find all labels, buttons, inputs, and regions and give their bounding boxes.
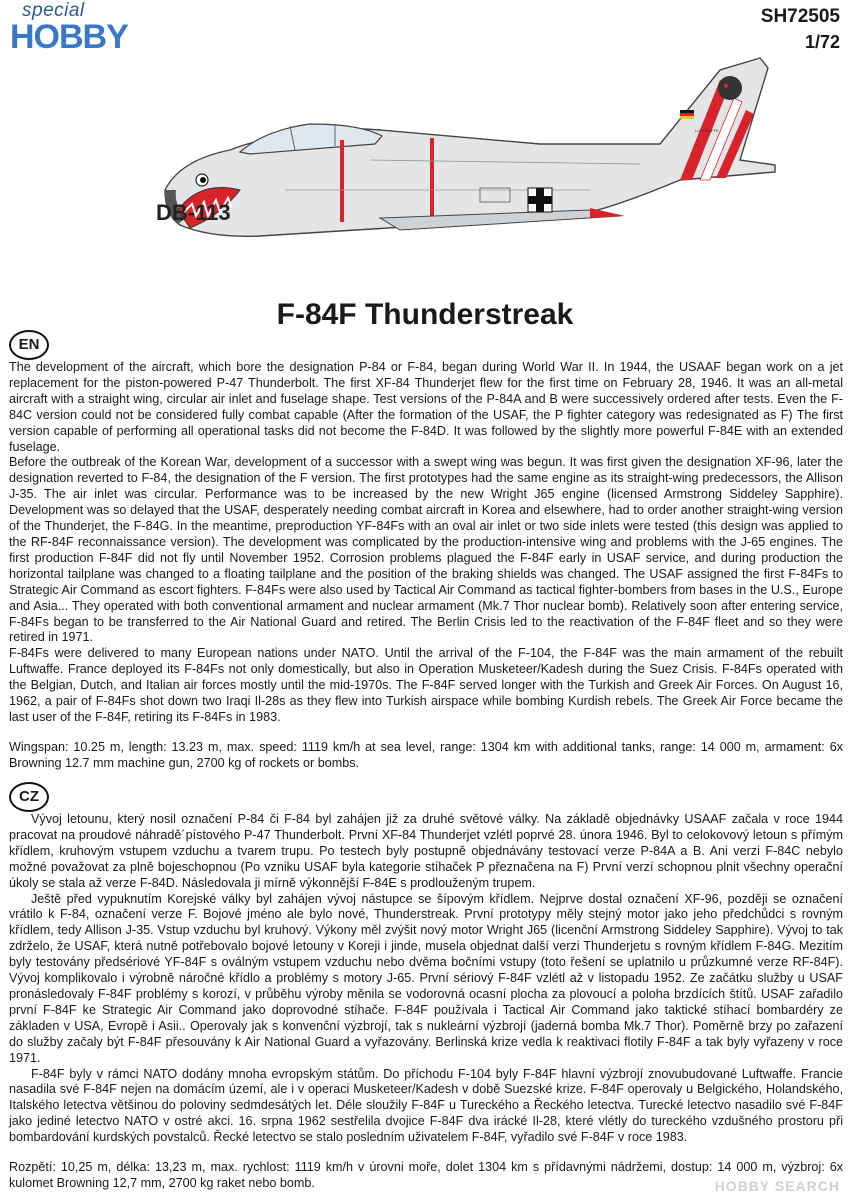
brand-hobby: HOBBY	[10, 18, 128, 56]
cz-specs: Rozpětí: 10,25 m, délka: 13,23 m, max. rychlost: 1119 km/h v úrovni moře, dolet 1304 km s přídavnými nádržemi, dostup: 14 000 m, výzbroj: 6x kulomet Browning 12,7 mm, 2700 kg raket nebo bomb.	[9, 1160, 843, 1190]
cz-paragraph: F-84F byly v rámci NATO dodány mnoha evropským státům. Do příchodu F-104 byly F-84F hlavní výzbrojí znovubudované Luftwaffe. Francie nasadila své F-84F nejen na domácím území, ale i v operaci Musketeer/Kadesh v době Suezské krize. F-84F operovaly u Belgického, Holandského, Italského letectva většinou do poloviny sedmdesátých let. Déle sloužily F-84F u Tureckého a Řeckého letectva. Turecké letectvo nasadilo své F-84F jako jediné letectvo NATO v ostré akci. 16. srpna 1962 sestřelila dvojice F-84F dva irácké Il-28, které vlétly do tureckého vzdušného prostoru při bombardování kurdských povstalců. Řecké letectvo se stalo posledním uživatelem F-84F, vyřadilo své F-84F v roce 1983.	[9, 1066, 843, 1145]
lang-badge-en: EN	[9, 330, 49, 360]
german-flag-icon	[680, 110, 694, 119]
page-title: F-84F Thunderstreak	[276, 298, 574, 331]
text-cz	[9, 812, 843, 1192]
text-en	[9, 360, 843, 772]
lang-badge-cz: CZ	[9, 782, 49, 812]
fin-text: LUFTWAFFE	[695, 128, 719, 133]
en-paragraph: Before the outbreak of the Korean War, development of a successor with a swept wing was begun. It was first given the designation XF-96, later the designation reverted to F-84, the designation of the F version. The first prototypes had the same engine as its straight-wing predecessors, the Allison J-35. The air inlet was circular. Performance was to be increased by the new Wright J65 engine (licensed Armstrong Siddeley Sapphire). Development was so delayed that the USAF, desperately needing combat aircraft in Korea and elsewhere, had to order another straight-wing version of the Thunderjet, the F-84G. In the meantime, preproduction YF-84Fs with an oval air inlet or two side inlets were tested (this design was applied to the RF-84F reconnaissance version). The development was complicated by the production-intensive wing and problems with the J-65 engines. The first production F-84F did not fly until November 1952. Corrosion problems plagued the F-84F early in USAF service, and during production the horizontal tailplane was changed to a floating tailplane and the position of the braking shields was changed. The USAF assigned the first F-84Fs to Strategic Air Command as escort fighters. F-84Fs were also used by Tactical Air Command as tactical fighter-bombers from bases in the U.S., Europe and Asia... They operated with both conventional armament and nuclear armament (Mk.7 Thor nuclear bomb). Relatively soon after entering service, F-84Fs began to be transferred to the Air National Guard and retired. The Berlin Crisis led to the reactivation of the F-84F fleet and so they were retired in 1971.	[9, 455, 843, 645]
iron-cross-icon	[528, 188, 552, 212]
en-specs: Wingspan: 10.25 m, length: 13.23 m, max. speed: 1119 km/h at sea level, range: 1304 km with additional tanks, range: 14 000 m, armament: 6x Browning 12.7 mm machine gun, 2700 kg of rockets or bombs.	[9, 739, 843, 770]
cz-paragraph: Vývoj letounu, který nosil označení P-84 či F-84 byl zahájen již za druhé světové války. Na základě objednávky USAAF začala v roce 1944 pracovat na proudové náhradě´pístového P-47 Thunderbolt. První XF-84 Thunderjet vzlétl poprvé 28. února 1946. Byl to celokovový letoun s přímým křídlem, kruhovým vstupem vzduchu a tvarem trupu. Po testech byly postupně objednávány testovací verze P-84A a B. Ani verzi F-84C nebylo možné považovat za plně bojeschopnou (Po vzniku USAF byla kategorie stíhaček P přeznačena na F) První verzí schopnou plnit všechny operační úkoly se stala až verze F-84D. Následovala ji mírně výkonnější F-84E s prodlouženým trupem.	[9, 812, 843, 890]
aircraft-code: DB-113	[156, 200, 231, 225]
en-paragraph: The development of the aircraft, which bore the designation P-84 or F-84, began during World War II. In 1944, the USAAF began work on a jet replacement for the piston-powered P-47 Thunderbolt. The first XF-84 Thunderjet flew for the first time on February 28, 1946. It was an all-metal aircraft with a straight wing, circular air inlet and fuselage shape. Test versions of the P-84A and B were successively ordered after tests. Even the F-84C version could not be considered fully combat capable (After the formation of the USAF, the P fighter category was redesignated as F) The first version capable of performing all operational tasks did not become the F-84D. It was followed by the slightly more powerful F-84E with an extended fuselage.	[9, 360, 843, 454]
watermark: HOBBY SEARCH	[714, 1178, 840, 1194]
kit-code: SH72505	[760, 6, 840, 27]
aircraft-illustration	[120, 40, 790, 270]
cz-paragraph: Ještě před vypuknutím Korejské války byl zahájen vývoj nástupce se šípovým křídlem. Nejprve dostal označení XF-96, později se označení vrátilo k F-84, označení verze F. Bojové jméno ale bylo nové, Thunderstreak. První prototypy měly stejný motor jako jeho předchůdci s rovným křídlem, tedy Allison J-35. Vstup vzduchu byl kruhový. Výkony měl zvýšit nový motor Wright J65 (licenční Armstrong Siddeley Sapphire). Vývoj to tak zdrželo, že USAF, která nutně potřebovalo bojové letouny v Koreji i jinde, musela objednat další verzi Thunderjetu s rovným křídlem F-84G. Mezitím byly testovány předsériové YF-84F s oválným vstupem vzduchu nebo dvěma bočními vstupy (toto řešení se uplatnilo u průzkumné verze RF-84F). Vývoj komplikovalo i výrobně náročné křídlo a problémy s motory J-65. První sériový F-84F vzlétl až v listopadu 1952. Ze začátku služby u USAF pronásledovaly F-84F problémy s korozí, v průběhu výroby měnila se vodorovná ocasní plocha za plovoucí a poloha brzdících štítů. USAF zařadilo první F-84F ke Strategic Air Command jako doprovodné stíhače. F-84F používala i Tactical Air Command jako taktické stíhací bombardéry ze základen v USA, Evropě i Asii.. Operovaly jak s konvenční výzbrojí, tak s nukleární výzbrojí (jaderná bomba Mk.7 Thor). Poměrně brzy po zařazení do služby začaly být F-84F přesouvány k Air National Guard a vyřazovány. Berlinská krize vedla k reaktivaci flotily F-84F a tak byly vyřazeny v roce 1971.	[9, 891, 843, 1065]
brand-logo	[8, 0, 133, 56]
brand-special: special	[22, 0, 85, 21]
kit-scale: 1/72	[804, 32, 840, 52]
en-paragraph: F-84Fs were delivered to many European nations under NATO. Until the arrival of the F-104, the F-84F was the main armament of the rebuilt Luftwaffe. France deployed its F-84Fs not only domestically, but also in Operation Musketeer/Kadesh during the Suez Crisis. F-84Fs operated with the Belgian, Dutch, and Italian air forces mostly until the mid-1970s. The F-84F served longer with the Turkish and Greek Air Forces. On August 16, 1962, a pair of F-84Fs shot down two Iraqi Il-28s as they flew into Turkish airspace while bombing Kurdish rebels. The Greek Air Force became the last user of the F-84F, retiring its F-84Fs in 1983.	[9, 646, 843, 724]
